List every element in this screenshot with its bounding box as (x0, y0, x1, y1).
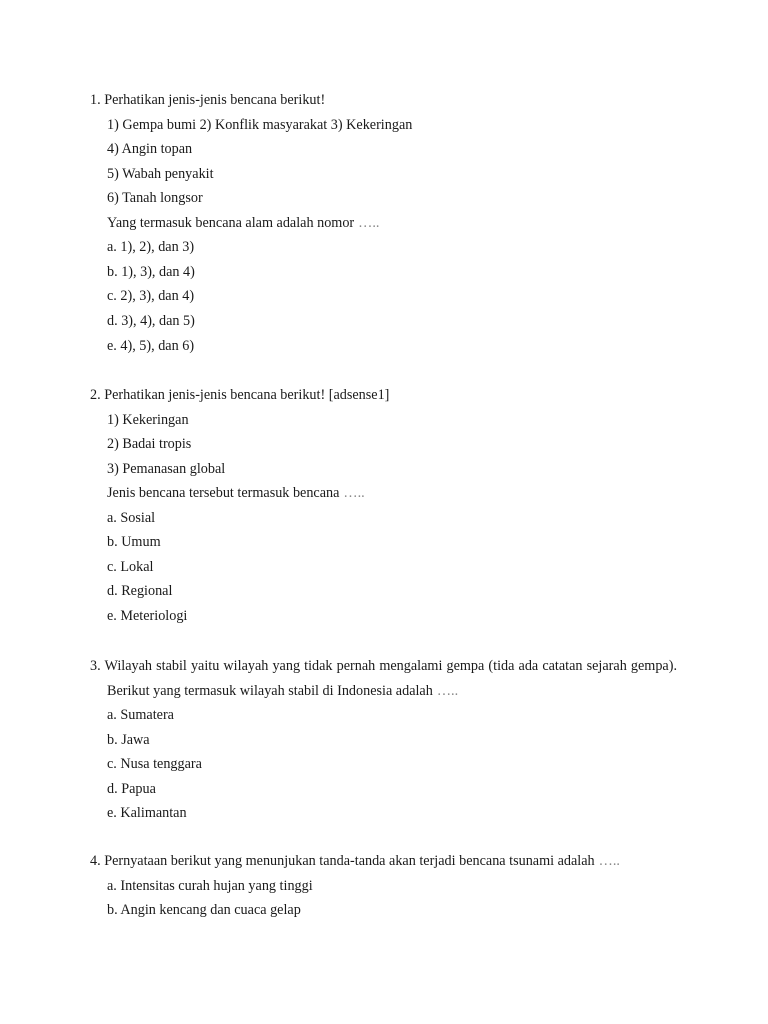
ellipsis: ….. (436, 682, 459, 699)
answer-option: c. Nusa tenggara (107, 756, 202, 773)
answer-option: a. Sumatera (107, 707, 174, 724)
question-prompt (107, 682, 458, 700)
answer-option: a. Intensitas curah hujan yang tinggi (107, 877, 313, 894)
answer-option: e. 4), 5), dan 6) (107, 337, 195, 354)
ellipsis: ….. (358, 214, 380, 231)
question-4-heading (90, 852, 620, 870)
question-prompt (107, 214, 379, 232)
question-item: 4) Angin topan (107, 141, 193, 158)
prompt-text: Berikut yang termasuk wilayah stabil di Indonesia adalah (107, 682, 433, 699)
ellipsis: ….. (598, 853, 620, 869)
answer-option: e. Meteriologi (107, 607, 188, 624)
question-text: Perhatikan jenis-jenis bencana berikut! [adsense1] (104, 387, 390, 403)
question-prompt (107, 484, 365, 502)
answer-option: b. 1), 3), dan 4) (107, 263, 195, 280)
question-number: 3. (90, 658, 101, 674)
answer-option: c. Lokal (107, 558, 154, 575)
answer-option: b. Jawa (107, 731, 150, 748)
question-item: 1) Kekeringan (107, 411, 189, 428)
question-item: 5) Wabah penyakit (107, 165, 214, 182)
answer-option: d. 3), 4), dan 5) (107, 312, 195, 329)
answer-option: c. 2), 3), dan 4) (107, 288, 195, 305)
question-text: Wilayah stabil yaitu wilayah yang tidak pernah mengalami gempa (tida ada catatan sejarah gempa). (104, 658, 677, 674)
question-number: 1. (90, 92, 101, 108)
prompt-text: Jenis bencana tersebut termasuk bencana (107, 485, 340, 502)
answer-option: a. 1), 2), dan 3) (107, 239, 195, 256)
answer-option: d. Regional (107, 583, 173, 600)
question-1-heading (90, 91, 325, 109)
answer-option: b. Umum (107, 534, 161, 551)
ellipsis: ….. (343, 485, 365, 502)
question-text: Pernyataan berikut yang menunjukan tanda-tanda akan terjadi bencana tsunami adalah (104, 853, 595, 869)
answer-option: e. Kalimantan (107, 805, 187, 822)
question-number: 2. (90, 387, 101, 403)
answer-option: b. Angin kencang dan cuaca gelap (107, 902, 301, 919)
question-item: 2) Badai tropis (107, 436, 192, 453)
question-3-heading (90, 657, 677, 675)
question-number: 4. (90, 853, 101, 869)
question-item: 3) Pemanasan global (107, 460, 226, 477)
answer-option: a. Sosial (107, 509, 156, 526)
prompt-text: Yang termasuk bencana alam adalah nomor (107, 214, 355, 231)
question-text: Perhatikan jenis-jenis bencana berikut! (104, 92, 326, 108)
question-item: 1) Gempa bumi 2) Konflik masyarakat 3) Kekeringan (107, 116, 413, 133)
answer-option: d. Papua (107, 780, 156, 797)
question-2-heading (90, 386, 389, 404)
question-item: 6) Tanah longsor (107, 190, 203, 207)
